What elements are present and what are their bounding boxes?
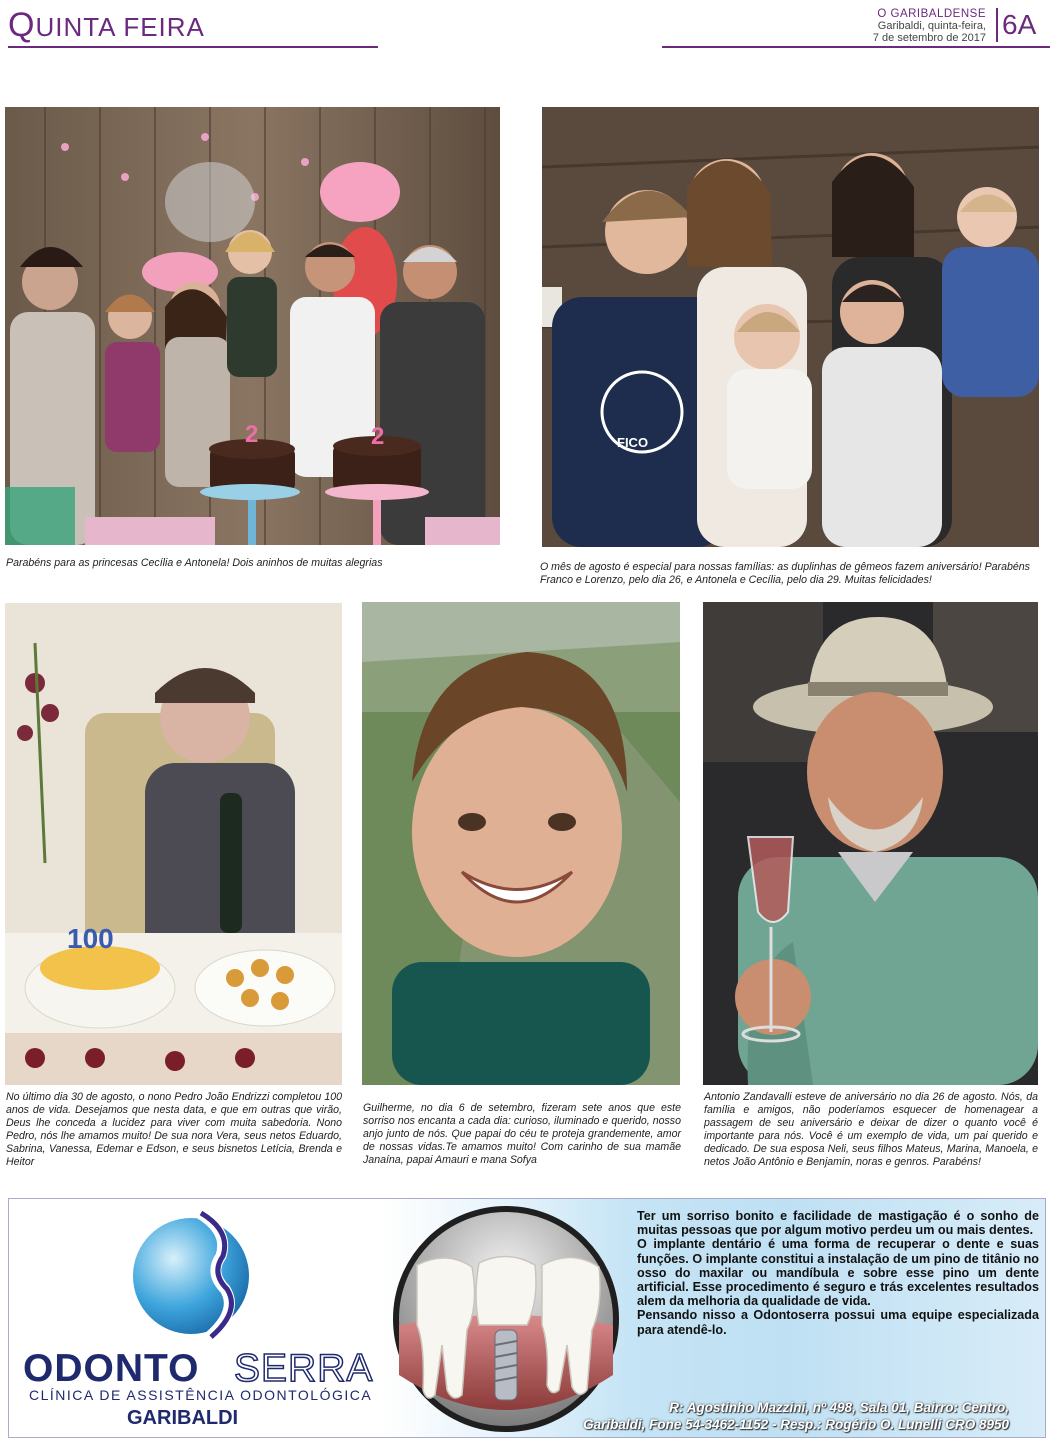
ad-address <box>509 1399 1009 1433</box>
shirt-print: FICO <box>617 435 649 450</box>
guilherme-photo-art <box>362 602 680 1085</box>
antonio-photo-art <box>703 602 1038 1085</box>
header-rule-left <box>8 46 378 48</box>
photo-twins-party <box>5 107 500 545</box>
caption-twins-party: Parabéns para as princesas Cecília e Antonela! Dois aninhos de muitas alegrias <box>6 557 383 569</box>
caption-antonio: Antonio Zandavalli esteve de aniversário no dia 26 de agosto. Nós, da família e amigos, não poderíamos esquecer de homenagear a passagem de seu aniversário e deixar de dizer o quanto você é importante para nós. Você é um exemplo de vida, um pai querido e dedicado. De sua esposa Neli, seus filhos Mateus, Marina, Manoela, e netos João Antônio e Benjamin, noras e genros. Parabéns! <box>704 1091 1038 1168</box>
section-title <box>8 6 205 45</box>
odontoserra-logo-icon <box>129 1211 259 1346</box>
ad-subtitle: CLÍNICA DE ASSISTÊNCIA ODONTOLÓGICA <box>29 1387 373 1403</box>
ad-address-line-2: Garibaldi, Fone 54-3462-1152 - Resp.: Rogério O. Lunelli CRO 8950 <box>583 1417 1009 1432</box>
dateline-line-2: 7 de setembro de 2017 <box>872 32 986 44</box>
party-photo-art <box>5 107 500 545</box>
ad-city: GARIBALDI <box>127 1407 239 1429</box>
newspaper-name: O GARIBALDENSE <box>877 8 986 20</box>
photo-100-years <box>5 603 342 1085</box>
ad-brand-odonto: ODONTO <box>23 1347 200 1390</box>
ad-brand-serra: SERRA <box>234 1347 374 1390</box>
cake-candle-2: 2 <box>371 423 385 450</box>
caption-family-twins: O mês de agosto é especial para nossas famílias: as duplinhas de gêmeos fazem aniversário! Parabéns Franco e Lorenzo, pelo dia 26, e Antonela e Cecília, pelo dia 29. Muitas felicidades! <box>540 561 1030 586</box>
photo-family-twins <box>542 107 1039 547</box>
dateline-line-1: Garibaldi, quinta-feira, <box>877 20 986 32</box>
odontoserra-ad <box>8 1198 1046 1438</box>
ad-body-paragraphs: Ter um sorriso bonito e facilidade de mastigação é o sonho de muitas pessoas que por algum motivo perdeu um ou mais dentes. O implante dentário é uma forma de recuperar o dente e suas funções. O implante constitui a instalação de um pino de titânio no osso do maxilar ou mandíbula e sobre esse pino um dente artificial. Esse procedimento é seguro e trás excelentes resultados alem da melhoria da qualidade de vida. Pensando nisso a Odontoserra possui uma equipe especializada para atendê-lo. <box>637 1209 1039 1337</box>
header-rule-right <box>662 46 1050 48</box>
ad-body-text <box>637 1209 1039 1337</box>
newspaper-info <box>873 8 986 44</box>
caption-guilherme: Guilherme, no dia 6 de setembro, fizeram sete anos que este sorriso nos encanta a cada dia: curioso, iluminado e querido, nosso anjo junto de nós. Que papai do céu te proteja grandemente, amor de nossas vidas.Te amamos muito! Com carinho de sua mamãe Janaína, papai Amauri e mana Sofya <box>363 1102 681 1166</box>
section-title-initial: Q <box>8 6 36 44</box>
hundred-photo-art <box>5 603 342 1085</box>
photo-guilherme <box>362 602 680 1085</box>
page-number: 6A <box>996 8 1036 42</box>
cake-candle-1: 2 <box>245 421 259 448</box>
ad-address-line-1: R: Agostinho Mazzini, nº 498, Sala 01, Bairro: Centro, <box>669 1400 1009 1415</box>
photo-antonio <box>703 602 1038 1085</box>
family-photo-art <box>542 107 1039 547</box>
cake-100-candles: 100 <box>67 923 114 954</box>
caption-100-years: No último dia 30 de agosto, o nono Pedro João Endrizzi completou 100 anos de vida. Desejamos que nesta data, e que em outras que virão, Deus lhe conceda a lucidez para viver com muita sabedoria. Nono Pedro, nós lhe amamos muito! De sua nora Vera, seus netos Eduardo, Sabrina, Vanessa, Edemar e Edson, e seus bisnetos Letícia, Brenda e Heitor <box>6 1091 342 1168</box>
section-title-rest: UINTA FEIRA <box>35 12 205 42</box>
